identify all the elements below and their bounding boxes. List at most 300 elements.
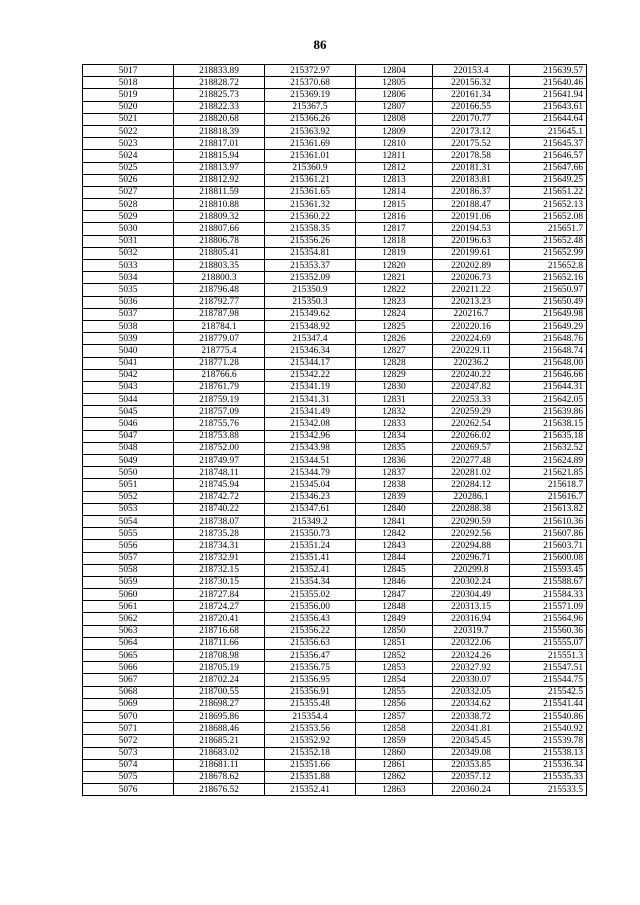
y-coordinate-left-cell: 215347.4 (265, 333, 356, 345)
table-row (83, 211, 587, 223)
x-coordinate-right-cell: 220292.56 (433, 528, 510, 540)
x-coordinate-left-cell: 218761.79 (174, 381, 265, 393)
y-coordinate-right-cell: 215650.97 (510, 284, 587, 296)
x-coordinate-left-cell: 218676.52 (174, 784, 265, 796)
y-coordinate-right-cell: 215652.08 (510, 211, 587, 223)
y-coordinate-right-cell: 215651.22 (510, 186, 587, 198)
x-coordinate-left-cell: 218811.59 (174, 186, 265, 198)
x-coordinate-left-cell: 218711.66 (174, 637, 265, 649)
y-coordinate-right-cell: 215603.71 (510, 540, 587, 552)
x-coordinate-right-cell: 220194.53 (433, 223, 510, 235)
x-coordinate-left-cell: 218705.19 (174, 662, 265, 674)
y-coordinate-right-cell: 215652.13 (510, 199, 587, 211)
point-number-left-cell: 5018 (83, 77, 174, 89)
y-coordinate-right-cell: 215649.29 (510, 320, 587, 332)
point-number-right-cell: 12818 (356, 235, 433, 247)
y-coordinate-left-cell: 215341.49 (265, 406, 356, 418)
point-number-right-cell: 12851 (356, 637, 433, 649)
x-coordinate-right-cell: 220316.94 (433, 613, 510, 625)
y-coordinate-left-cell: 215352.09 (265, 272, 356, 284)
y-coordinate-left-cell: 215361.65 (265, 186, 356, 198)
y-coordinate-right-cell: 215540.86 (510, 710, 587, 722)
x-coordinate-right-cell: 220156.32 (433, 77, 510, 89)
x-coordinate-right-cell: 220277.48 (433, 455, 510, 467)
coordinate-table-body (83, 65, 587, 796)
x-coordinate-left-cell: 218685.21 (174, 735, 265, 747)
x-coordinate-right-cell: 220196.63 (433, 235, 510, 247)
table-row (83, 710, 587, 722)
point-number-left-cell: 5024 (83, 150, 174, 162)
table-row (83, 199, 587, 211)
table-row (83, 284, 587, 296)
x-coordinate-right-cell: 220170.77 (433, 113, 510, 125)
y-coordinate-right-cell: 215610.36 (510, 515, 587, 527)
x-coordinate-left-cell: 218730.15 (174, 576, 265, 588)
y-coordinate-right-cell: 215651.7 (510, 223, 587, 235)
point-number-right-cell: 12842 (356, 528, 433, 540)
table-row (83, 759, 587, 771)
x-coordinate-left-cell: 218742.72 (174, 491, 265, 503)
y-coordinate-left-cell: 215348.92 (265, 320, 356, 332)
table-row (83, 564, 587, 576)
y-coordinate-left-cell: 215346.34 (265, 345, 356, 357)
x-coordinate-right-cell: 220327.92 (433, 662, 510, 674)
y-coordinate-right-cell: 215541.44 (510, 698, 587, 710)
point-number-left-cell: 5046 (83, 418, 174, 430)
point-number-left-cell: 5056 (83, 540, 174, 552)
point-number-left-cell: 5049 (83, 455, 174, 467)
x-coordinate-left-cell: 218734.31 (174, 540, 265, 552)
x-coordinate-left-cell: 218748.11 (174, 467, 265, 479)
y-coordinate-left-cell: 215354.4 (265, 710, 356, 722)
x-coordinate-left-cell: 218716.68 (174, 625, 265, 637)
table-row (83, 125, 587, 137)
x-coordinate-left-cell: 218740.22 (174, 503, 265, 515)
y-coordinate-right-cell: 215640.46 (510, 77, 587, 89)
y-coordinate-left-cell: 215356.95 (265, 674, 356, 686)
point-number-left-cell: 5057 (83, 552, 174, 564)
y-coordinate-right-cell: 215535.33 (510, 771, 587, 783)
y-coordinate-left-cell: 215351.41 (265, 552, 356, 564)
y-coordinate-right-cell: 215560.36 (510, 625, 587, 637)
y-coordinate-right-cell: 215613.82 (510, 503, 587, 515)
y-coordinate-right-cell: 215547.51 (510, 662, 587, 674)
point-number-right-cell: 12820 (356, 260, 433, 272)
table-row (83, 747, 587, 759)
x-coordinate-left-cell: 218818.39 (174, 125, 265, 137)
point-number-left-cell: 5053 (83, 503, 174, 515)
x-coordinate-right-cell: 220322.06 (433, 637, 510, 649)
x-coordinate-left-cell: 218796.48 (174, 284, 265, 296)
x-coordinate-left-cell: 218828.72 (174, 77, 265, 89)
y-coordinate-right-cell: 215645.37 (510, 138, 587, 150)
y-coordinate-right-cell: 215645.1 (510, 125, 587, 137)
x-coordinate-left-cell: 218749.97 (174, 455, 265, 467)
x-coordinate-right-cell: 220269.57 (433, 442, 510, 454)
point-number-left-cell: 5063 (83, 625, 174, 637)
y-coordinate-left-cell: 215356.22 (265, 625, 356, 637)
y-coordinate-left-cell: 215342.96 (265, 430, 356, 442)
x-coordinate-right-cell: 220224.69 (433, 333, 510, 345)
table-row (83, 235, 587, 247)
y-coordinate-right-cell: 215652.48 (510, 235, 587, 247)
y-coordinate-right-cell: 215607.86 (510, 528, 587, 540)
y-coordinate-right-cell: 215635.18 (510, 430, 587, 442)
table-row (83, 113, 587, 125)
point-number-left-cell: 5072 (83, 735, 174, 747)
x-coordinate-left-cell: 218681.11 (174, 759, 265, 771)
x-coordinate-right-cell: 220188.47 (433, 199, 510, 211)
x-coordinate-right-cell: 220330.07 (433, 674, 510, 686)
x-coordinate-left-cell: 218800.3 (174, 272, 265, 284)
y-coordinate-left-cell: 215347.61 (265, 503, 356, 515)
y-coordinate-right-cell: 215646.57 (510, 150, 587, 162)
x-coordinate-right-cell: 220332.05 (433, 686, 510, 698)
x-coordinate-left-cell: 218755.76 (174, 418, 265, 430)
point-number-left-cell: 5058 (83, 564, 174, 576)
x-coordinate-left-cell: 218720.41 (174, 613, 265, 625)
point-number-right-cell: 12831 (356, 394, 433, 406)
y-coordinate-left-cell: 215361.01 (265, 150, 356, 162)
point-number-left-cell: 5023 (83, 138, 174, 150)
y-coordinate-right-cell: 215643.61 (510, 101, 587, 113)
x-coordinate-left-cell: 218753.88 (174, 430, 265, 442)
table-row (83, 394, 587, 406)
point-number-left-cell: 5037 (83, 308, 174, 320)
y-coordinate-left-cell: 215363.92 (265, 125, 356, 137)
y-coordinate-left-cell: 215349.62 (265, 308, 356, 320)
x-coordinate-right-cell: 220266.02 (433, 430, 510, 442)
x-coordinate-right-cell: 220281.02 (433, 467, 510, 479)
point-number-left-cell: 5067 (83, 674, 174, 686)
y-coordinate-left-cell: 215356.43 (265, 613, 356, 625)
table-row (83, 515, 587, 527)
x-coordinate-left-cell: 218806.78 (174, 235, 265, 247)
point-number-left-cell: 5068 (83, 686, 174, 698)
y-coordinate-left-cell: 215345.04 (265, 479, 356, 491)
x-coordinate-right-cell: 220229.11 (433, 345, 510, 357)
page-number: 86 (313, 37, 327, 52)
y-coordinate-left-cell: 215352.41 (265, 784, 356, 796)
table-row (83, 320, 587, 332)
point-number-right-cell: 12821 (356, 272, 433, 284)
x-coordinate-right-cell: 220341.81 (433, 723, 510, 735)
table-row (83, 418, 587, 430)
x-coordinate-right-cell: 220304.49 (433, 589, 510, 601)
table-row (83, 333, 587, 345)
point-number-right-cell: 12805 (356, 77, 433, 89)
table-row (83, 784, 587, 796)
y-coordinate-left-cell: 215351.88 (265, 771, 356, 783)
y-coordinate-left-cell: 215366.26 (265, 113, 356, 125)
point-number-left-cell: 5054 (83, 515, 174, 527)
y-coordinate-right-cell: 215639.57 (510, 65, 587, 77)
point-number-left-cell: 5019 (83, 89, 174, 101)
point-number-left-cell: 5065 (83, 650, 174, 662)
y-coordinate-left-cell: 215342.08 (265, 418, 356, 430)
point-number-left-cell: 5028 (83, 199, 174, 211)
point-number-right-cell: 12808 (356, 113, 433, 125)
table-row (83, 138, 587, 150)
x-coordinate-left-cell: 218700.55 (174, 686, 265, 698)
y-coordinate-left-cell: 215353.56 (265, 723, 356, 735)
point-number-left-cell: 5038 (83, 320, 174, 332)
point-number-right-cell: 12856 (356, 698, 433, 710)
point-number-left-cell: 5040 (83, 345, 174, 357)
point-number-left-cell: 5076 (83, 784, 174, 796)
x-coordinate-left-cell: 218732.15 (174, 564, 265, 576)
x-coordinate-left-cell: 218745.94 (174, 479, 265, 491)
x-coordinate-right-cell: 220294.88 (433, 540, 510, 552)
y-coordinate-right-cell: 215644.64 (510, 113, 587, 125)
y-coordinate-left-cell: 215355.48 (265, 698, 356, 710)
y-coordinate-left-cell: 215370.68 (265, 77, 356, 89)
point-number-left-cell: 5061 (83, 601, 174, 613)
point-number-right-cell: 12828 (356, 357, 433, 369)
table-row (83, 247, 587, 259)
y-coordinate-left-cell: 215341.31 (265, 394, 356, 406)
x-coordinate-left-cell: 218779.07 (174, 333, 265, 345)
point-number-left-cell: 5039 (83, 333, 174, 345)
y-coordinate-left-cell: 215367.5 (265, 101, 356, 113)
y-coordinate-left-cell: 215353.37 (265, 260, 356, 272)
y-coordinate-left-cell: 215344.79 (265, 467, 356, 479)
y-coordinate-right-cell: 215621.85 (510, 467, 587, 479)
point-number-right-cell: 12844 (356, 552, 433, 564)
point-number-left-cell: 5025 (83, 162, 174, 174)
table-row (83, 308, 587, 320)
y-coordinate-right-cell: 215593.45 (510, 564, 587, 576)
x-coordinate-right-cell: 220199.61 (433, 247, 510, 259)
point-number-left-cell: 5069 (83, 698, 174, 710)
y-coordinate-left-cell: 215346.23 (265, 491, 356, 503)
point-number-left-cell: 5050 (83, 467, 174, 479)
x-coordinate-right-cell: 220181.31 (433, 162, 510, 174)
table-row (83, 637, 587, 649)
x-coordinate-right-cell: 220319.7 (433, 625, 510, 637)
point-number-right-cell: 12810 (356, 138, 433, 150)
point-number-right-cell: 12840 (356, 503, 433, 515)
point-number-left-cell: 5075 (83, 771, 174, 783)
y-coordinate-right-cell: 215539.78 (510, 735, 587, 747)
point-number-left-cell: 5036 (83, 296, 174, 308)
point-number-left-cell: 5073 (83, 747, 174, 759)
x-coordinate-left-cell: 218812.92 (174, 174, 265, 186)
y-coordinate-left-cell: 215356.91 (265, 686, 356, 698)
table-row (83, 601, 587, 613)
y-coordinate-left-cell: 215351.24 (265, 540, 356, 552)
point-number-left-cell: 5042 (83, 369, 174, 381)
y-coordinate-left-cell: 215361.32 (265, 199, 356, 211)
x-coordinate-left-cell: 218813.97 (174, 162, 265, 174)
x-coordinate-left-cell: 218803.35 (174, 260, 265, 272)
point-number-left-cell: 5022 (83, 125, 174, 137)
point-number-right-cell: 12833 (356, 418, 433, 430)
x-coordinate-right-cell: 220338.72 (433, 710, 510, 722)
point-number-left-cell: 5059 (83, 576, 174, 588)
table-row (83, 260, 587, 272)
y-coordinate-right-cell: 215536.34 (510, 759, 587, 771)
point-number-left-cell: 5051 (83, 479, 174, 491)
x-coordinate-right-cell: 220161.34 (433, 89, 510, 101)
y-coordinate-left-cell: 215356.47 (265, 650, 356, 662)
table-row (83, 528, 587, 540)
y-coordinate-right-cell: 215646.66 (510, 369, 587, 381)
table-row (83, 771, 587, 783)
y-coordinate-left-cell: 215354.81 (265, 247, 356, 259)
x-coordinate-left-cell: 218727.84 (174, 589, 265, 601)
x-coordinate-right-cell: 220290.59 (433, 515, 510, 527)
point-number-right-cell: 12847 (356, 589, 433, 601)
x-coordinate-right-cell: 220191.06 (433, 211, 510, 223)
table-row (83, 223, 587, 235)
point-number-left-cell: 5032 (83, 247, 174, 259)
point-number-right-cell: 12849 (356, 613, 433, 625)
point-number-right-cell: 12825 (356, 320, 433, 332)
y-coordinate-left-cell: 215350.73 (265, 528, 356, 540)
table-row (83, 442, 587, 454)
point-number-left-cell: 5033 (83, 260, 174, 272)
x-coordinate-left-cell: 218683.02 (174, 747, 265, 759)
point-number-left-cell: 5062 (83, 613, 174, 625)
point-number-right-cell: 12843 (356, 540, 433, 552)
x-coordinate-left-cell: 218695.86 (174, 710, 265, 722)
x-coordinate-left-cell: 218820.68 (174, 113, 265, 125)
point-number-right-cell: 12824 (356, 308, 433, 320)
table-row (83, 625, 587, 637)
table-row (83, 430, 587, 442)
y-coordinate-right-cell: 215600.08 (510, 552, 587, 564)
y-coordinate-right-cell: 215652.99 (510, 247, 587, 259)
x-coordinate-right-cell: 220324.26 (433, 650, 510, 662)
x-coordinate-left-cell: 218815.94 (174, 150, 265, 162)
y-coordinate-right-cell: 215616.7 (510, 491, 587, 503)
x-coordinate-right-cell: 220220.16 (433, 320, 510, 332)
point-number-right-cell: 12830 (356, 381, 433, 393)
point-number-right-cell: 12852 (356, 650, 433, 662)
x-coordinate-right-cell: 220166.55 (433, 101, 510, 113)
y-coordinate-left-cell: 215369.19 (265, 89, 356, 101)
x-coordinate-right-cell: 220286.1 (433, 491, 510, 503)
table-row (83, 698, 587, 710)
point-number-left-cell: 5074 (83, 759, 174, 771)
x-coordinate-right-cell: 220206.73 (433, 272, 510, 284)
y-coordinate-left-cell: 215342.22 (265, 369, 356, 381)
point-number-right-cell: 12848 (356, 601, 433, 613)
x-coordinate-left-cell: 218822.33 (174, 101, 265, 113)
y-coordinate-right-cell: 215555.07 (510, 637, 587, 649)
x-coordinate-left-cell: 218833.89 (174, 65, 265, 77)
point-number-right-cell: 12827 (356, 345, 433, 357)
y-coordinate-left-cell: 215349.2 (265, 515, 356, 527)
x-coordinate-right-cell: 220262.54 (433, 418, 510, 430)
y-coordinate-right-cell: 215652.8 (510, 260, 587, 272)
table-row (83, 455, 587, 467)
point-number-left-cell: 5043 (83, 381, 174, 393)
point-number-right-cell: 12859 (356, 735, 433, 747)
point-number-right-cell: 12832 (356, 406, 433, 418)
x-coordinate-right-cell: 220288.38 (433, 503, 510, 515)
y-coordinate-right-cell: 215542.5 (510, 686, 587, 698)
point-number-left-cell: 5026 (83, 174, 174, 186)
x-coordinate-right-cell: 220216.7 (433, 308, 510, 320)
table-row (83, 491, 587, 503)
y-coordinate-left-cell: 215352.18 (265, 747, 356, 759)
point-number-left-cell: 5045 (83, 406, 174, 418)
table-row (83, 735, 587, 747)
y-coordinate-right-cell: 215540.92 (510, 723, 587, 735)
x-coordinate-left-cell: 218698.27 (174, 698, 265, 710)
point-number-right-cell: 12822 (356, 284, 433, 296)
point-number-right-cell: 12838 (356, 479, 433, 491)
point-number-right-cell: 12861 (356, 759, 433, 771)
point-number-right-cell: 12812 (356, 162, 433, 174)
y-coordinate-left-cell: 215344.51 (265, 455, 356, 467)
point-number-left-cell: 5020 (83, 101, 174, 113)
x-coordinate-left-cell: 218732.91 (174, 552, 265, 564)
y-coordinate-left-cell: 215372.97 (265, 65, 356, 77)
y-coordinate-right-cell: 215648.76 (510, 333, 587, 345)
table-row (83, 686, 587, 698)
x-coordinate-right-cell: 220313.15 (433, 601, 510, 613)
y-coordinate-right-cell: 215618.7 (510, 479, 587, 491)
y-coordinate-right-cell: 215648.74 (510, 345, 587, 357)
x-coordinate-left-cell: 218787.98 (174, 308, 265, 320)
point-number-left-cell: 5041 (83, 357, 174, 369)
y-coordinate-right-cell: 215571.09 (510, 601, 587, 613)
point-number-right-cell: 12845 (356, 564, 433, 576)
x-coordinate-left-cell: 218809.32 (174, 211, 265, 223)
x-coordinate-left-cell: 218678.62 (174, 771, 265, 783)
x-coordinate-right-cell: 220153.4 (433, 65, 510, 77)
table-row (83, 150, 587, 162)
y-coordinate-left-cell: 215344.17 (265, 357, 356, 369)
x-coordinate-left-cell: 218766.6 (174, 369, 265, 381)
point-number-right-cell: 12807 (356, 101, 433, 113)
point-number-left-cell: 5066 (83, 662, 174, 674)
x-coordinate-left-cell: 218738.07 (174, 515, 265, 527)
point-number-right-cell: 12854 (356, 674, 433, 686)
table-row (83, 540, 587, 552)
point-number-right-cell: 12841 (356, 515, 433, 527)
x-coordinate-right-cell: 220302.24 (433, 576, 510, 588)
y-coordinate-left-cell: 215343.98 (265, 442, 356, 454)
table-row (83, 65, 587, 77)
x-coordinate-left-cell: 218757.09 (174, 406, 265, 418)
point-number-right-cell: 12817 (356, 223, 433, 235)
table-row (83, 723, 587, 735)
x-coordinate-left-cell: 218775.4 (174, 345, 265, 357)
table-row (83, 345, 587, 357)
point-number-right-cell: 12862 (356, 771, 433, 783)
x-coordinate-left-cell: 218807.66 (174, 223, 265, 235)
y-coordinate-right-cell: 215564.96 (510, 613, 587, 625)
table-row (83, 357, 587, 369)
y-coordinate-left-cell: 215352.92 (265, 735, 356, 747)
x-coordinate-right-cell: 220186.37 (433, 186, 510, 198)
point-number-right-cell: 12839 (356, 491, 433, 503)
x-coordinate-left-cell: 218752.00 (174, 442, 265, 454)
point-number-right-cell: 12860 (356, 747, 433, 759)
x-coordinate-right-cell: 220334.62 (433, 698, 510, 710)
y-coordinate-right-cell: 215632.52 (510, 442, 587, 454)
y-coordinate-left-cell: 215356.75 (265, 662, 356, 674)
x-coordinate-left-cell: 218724.27 (174, 601, 265, 613)
x-coordinate-left-cell: 218735.28 (174, 528, 265, 540)
x-coordinate-left-cell: 218688.46 (174, 723, 265, 735)
point-number-left-cell: 5029 (83, 211, 174, 223)
y-coordinate-left-cell: 215356.26 (265, 235, 356, 247)
